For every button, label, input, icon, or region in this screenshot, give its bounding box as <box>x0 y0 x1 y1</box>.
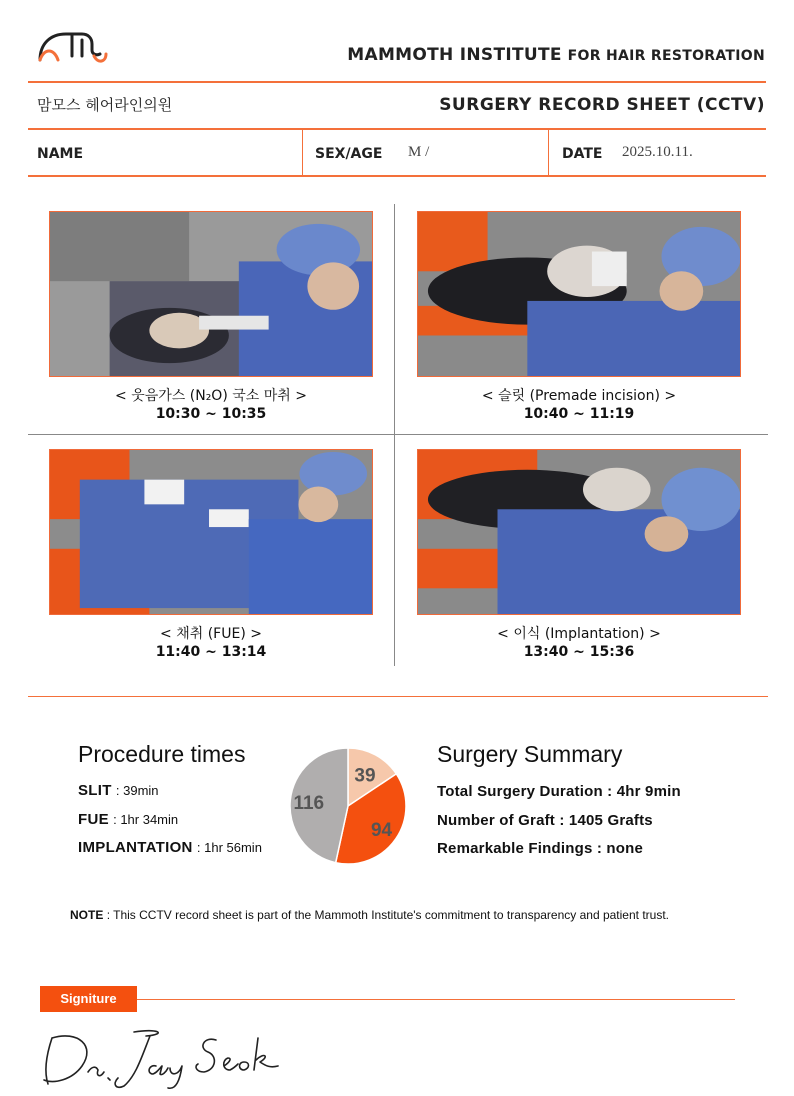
procedure-label: IMPLANTATION <box>78 839 193 856</box>
procedure-value: 1hr 34min <box>120 812 179 827</box>
procedure-row-implantation: IMPLANTATION : 1hr 56min <box>78 839 262 856</box>
sheet-title: SURGERY RECORD SHEET (CCTV) <box>439 95 765 115</box>
pie-data-label: 116 <box>293 792 325 814</box>
brand-sub: FOR HAIR RESTORATION <box>567 48 765 64</box>
pie-data-label: 94 <box>370 819 393 841</box>
caption-title: < 이식 (Implantation) > <box>497 626 661 642</box>
divider <box>28 696 768 697</box>
caption-title: < 채취 (FUE) > <box>160 626 262 642</box>
signature-line <box>137 999 735 1000</box>
caption-time: 11:40 ~ 13:14 <box>155 644 267 660</box>
pie-data-label: 39 <box>354 765 376 787</box>
brand-name <box>347 45 765 65</box>
signature-badge: Signiture <box>40 986 137 1012</box>
procedure-row-fue: FUE : 1hr 34min <box>78 811 179 828</box>
name-label: NAME <box>37 146 84 162</box>
handwritten-signature <box>38 1026 298 1092</box>
photo-caption <box>49 387 373 423</box>
procedure-times-title: Procedure times <box>78 741 246 767</box>
surgery-summary-title: Surgery Summary <box>437 741 623 767</box>
brand-main: MAMMOTH INSTITUTE <box>347 45 562 65</box>
cctv-photo-implantation <box>417 449 741 615</box>
caption-title: < 웃음가스 (N₂O) 국소 마취 > <box>115 388 307 404</box>
photo-caption <box>417 387 741 423</box>
divider <box>28 81 766 83</box>
summary-duration: Total Surgery Duration : 4hr 9min <box>437 783 681 800</box>
sexage-label: SEX/AGE <box>315 146 383 162</box>
date-value: 2025.10.11. <box>622 144 693 160</box>
sexage-value: M / <box>408 144 430 160</box>
summary-grafts: Number of Graft : 1405 Grafts <box>437 812 653 829</box>
note <box>70 908 669 922</box>
photo-caption <box>417 625 741 661</box>
date-label: DATE <box>562 146 603 162</box>
cctv-photo-fue <box>49 449 373 615</box>
divider <box>302 130 303 176</box>
divider <box>548 130 549 176</box>
divider <box>28 128 766 130</box>
grid-divider <box>394 204 395 666</box>
clinic-korean-name: 맘모스 헤어라인의원 <box>37 96 173 114</box>
note-text: : This CCTV record sheet is part of the Mammoth Institute's commitment to transparency and patient trust. <box>106 908 669 922</box>
summary-findings: Remarkable Findings : none <box>437 840 644 857</box>
grid-divider <box>28 434 768 435</box>
procedure-value: 1hr 56min <box>204 840 262 855</box>
note-label: NOTE <box>70 908 104 922</box>
procedure-value: 39min <box>123 783 159 798</box>
procedure-times-pie-chart <box>280 740 420 872</box>
caption-time: 10:40 ~ 11:19 <box>523 406 635 422</box>
mammoth-logo-icon <box>36 26 108 66</box>
cctv-photo-slit <box>417 211 741 377</box>
photo-caption <box>49 625 373 661</box>
cctv-photo-anesthesia <box>49 211 373 377</box>
procedure-row-slit: SLIT : 39min <box>78 782 159 799</box>
caption-time: 10:30 ~ 10:35 <box>155 406 267 422</box>
caption-title: < 슬릿 (Premade incision) > <box>481 388 677 404</box>
caption-time: 13:40 ~ 15:36 <box>523 644 635 660</box>
procedure-label: FUE <box>78 811 109 828</box>
procedure-label: SLIT <box>78 782 112 799</box>
divider <box>28 175 766 177</box>
